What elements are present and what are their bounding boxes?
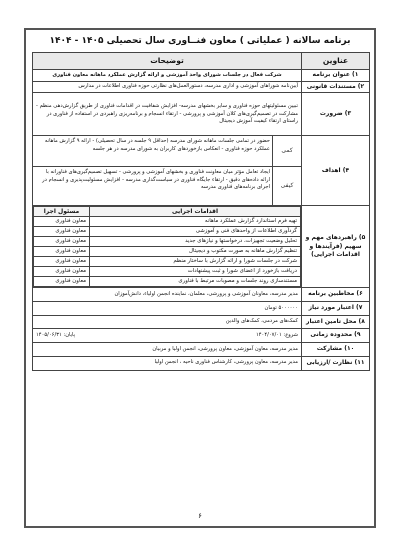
necessity-label: ۳) ضرورت [302,93,370,136]
goals-quant-label: کمی [272,136,301,166]
row-goals [33,136,370,206]
evaluation-value: مدیر مدرسه، معاون پرورشی، کارشناس فناوری ناحیه ، انجمن اولیا [33,356,302,370]
program-title-value: شرکت فعال در جلسات شورای واحد آموزشی و ارائه گزارش عملکرد ماهانه معاون فناوری [33,70,302,82]
table-header-row [33,53,370,70]
plan-table [32,52,370,371]
start-label: شروع [285,332,298,339]
start-date: ۱۴۰۴/۰۷/۰۱ [255,332,282,339]
end-date: ۱۴۰۵/۰۶/۳۱ [36,332,62,339]
actions-table [33,206,301,287]
row-necessity [33,93,370,136]
goals-qual-value: ایجاد تعامل مؤثر میان معاونت فناوری و بخشهای آموزشی و پرورشی - تسهیل تصمیم‌گیری‌های فناورانه با ارائه داده‌های دقیق - ارتقاء جایگاه فناوری در سیاست‌گذاری مدرسه - افزایش مسئولیت‌پذیری و انسجام در اجرای برنامه‌های فناوری مدرسه [42,169,270,191]
page-title: برنامه سالانه ( عملیاتی ) معاون فنــاوری سال تحصیلی ۱۴۰۵ - ۱۴۰۴ [49,36,351,46]
resp-cell: معاون فناوری [34,217,90,227]
program-title-label: ۱) عنوان برنامه [302,70,370,82]
budget-value: ۵۰۰۰۰۰۰ تومان [33,302,302,316]
resp-cell: معاون فناوری [34,257,90,267]
goals-qual-label: کیفی [272,167,301,205]
row-source [33,315,370,329]
action-cell: دریافت بازخورد از اعضای شورا و ثبت پیشنهادات [90,267,301,277]
row-strategies [33,206,370,288]
action-cell: تنظیم گزارش ماهانه به صورت مکتوب و دیجیتال [90,247,301,257]
evaluation-label: ۱۱) نظارت /ارزیابی [302,356,370,370]
document-page [24,28,376,528]
goals-quant-value: حضور در تمامی جلسات ماهانه شورای مدرسه (حداقل ۹ جلسه در سال تحصیلی) - ارائه ۹ گزارش ماهانه عملکرد حوزه فناوری - انعکاس بازخوردهای کاربران به شورای مدرسه در هر جلسه [44,138,270,152]
goals-label: ۴) اهداف [302,136,370,206]
strategies-label: ۵) راهبردهای مهم و سهیم (فرآیندها و اقدامات اجرایی) [302,206,370,288]
resp-cell: معاون فناوری [34,267,90,277]
partners-label: ۱۰) مشارکت [302,343,370,357]
resp-cell: معاون فناوری [34,247,90,257]
resp-cell: معاون فناوری [34,277,90,287]
row-timeline: ۹) محدوده زمانی شروع: ۱۴۰۴/۰۷/۰۱ پایان: ۱۴۰۵/۰۶/۳۱ [33,329,370,343]
action-cell: گردآوری اطلاعات از واحدهای فنی و آموزشی [90,227,301,237]
action-cell: تحلیل وضعیت تجهیزات، درخواستها و نیازهای جدید [90,237,301,247]
end-label: پایان [65,332,76,339]
audience-value: مدیر مدرسه، معاونان آموزشی و پرورشی، معلمان، نماینده انجمن اولیاء، دانش‌آموزان [33,288,302,302]
goals-quant [33,136,301,167]
actions-header: اقدامات اجرایی [90,207,301,217]
source-value: کمک‌های مردمی، کمک‌های والدین [33,315,302,329]
goals-qual [33,167,301,205]
row-legal [33,81,370,93]
col-header-titles: عناوین [302,53,370,70]
budget-label: ۷) اعتبار مورد نیاز [302,302,370,316]
row-audience [33,288,370,302]
resp-header: مسئول اجرا [34,207,90,217]
row-partners [33,343,370,357]
necessity-value: تبیین مسئولیتهای حوزه فناوری و سایر بخشهای مدرسه- افزایش شفافیت در اقدامات فناوری از طریق گزارش‌دهی منظم - مشارکت در تصمیم‌گیری‌های کلان آموزشی و پرورشی - ارتقاء انسجام و برنامه‌ریزی راهبردی در استفاده از فناوری در راستای ارتقاء کیفیت آموزش دیجیتال [33,93,302,136]
legal-label: ۲) مستندات قانونی [302,81,370,93]
action-cell: تهیه فرم استاندارد گزارش عملکرد ماهانه [90,217,301,227]
row-budget [33,302,370,316]
resp-cell: معاون فناوری [34,227,90,237]
audience-label: ۶) مخاطبین برنامه [302,288,370,302]
timeline-label: ۹) محدوده زمانی [302,329,370,343]
col-header-desc: توضیحات [33,53,302,70]
page-number: ۶ [198,512,202,520]
action-cell: مستندسازی روند جلسات و مصوبات مرتبط با فناوری [90,277,301,287]
legal-value: آیین‌نامه شوراهای آموزشی و اداری مدرسه، دستورالعمل‌های نظارتی حوزه فناوری اطلاعات در مدارس [33,81,302,93]
partners-value: مدیر مدرسه، معاون آموزشی، معاون پرورشی، انجمن اولیا و مربیان [33,343,302,357]
row-evaluation [33,356,370,370]
source-label: ۸) محل تامین اعتبار [302,315,370,329]
action-cell: شرکت در جلسات شورا و ارائه گزارش با ساختار منظم [90,257,301,267]
resp-cell: معاون فناوری [34,237,90,247]
row-program-title [33,70,370,82]
